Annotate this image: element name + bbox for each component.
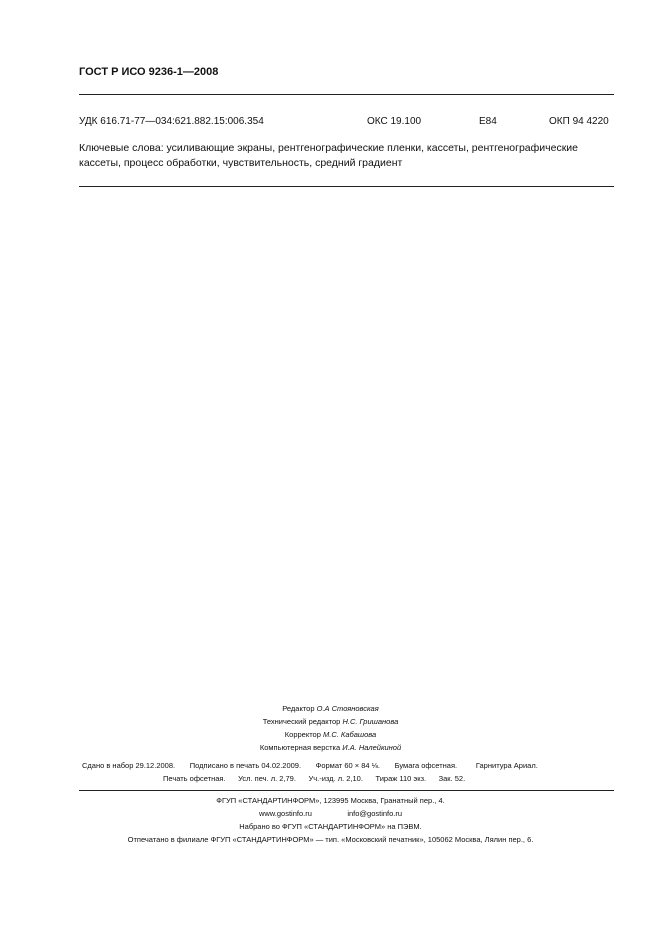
divider-top [79,94,614,95]
tech-editor-line [0,715,661,728]
e-code: Е84 [479,116,497,127]
tech-editor-label: Технический редактор [262,717,341,726]
print-info-line1 [82,761,538,770]
print-method: Печать офсетная. [163,774,226,783]
udk-code: УДК 616.71-77—034:621.882.15:006.354 [79,116,264,127]
print-signed: Подписано в печать 04.02.2009. [189,761,302,770]
corrector-label: Корректор [284,730,321,739]
print-format: Формат 60 × 84 ⅛. [315,761,381,770]
publisher-address: ФГУП «СТАНДАРТИНФОРМ», 123995 Москва, Гранатный пер., 4. [216,796,445,805]
print-font: Гарнитура Ариал. [475,761,538,770]
publisher-email: info@gostinfo.ru [347,809,403,818]
credits-block [0,702,661,754]
corrector-name: М.С. Кабашова [323,730,377,739]
editor-line [0,702,661,715]
corrector-line [0,728,661,741]
print-conv-sheets: Усл. печ. л. 2,79. [238,774,296,783]
publisher-contacts [0,807,661,820]
okp-code: ОКП 94 4220 [549,116,609,127]
layout-label: Компьютерная верстка [259,743,341,752]
publisher-typeset: Набрано во ФГУП «СТАНДАРТИНФОРМ» на ПЭВМ. [239,822,422,831]
divider-keywords [79,186,614,187]
keywords: Ключевые слова: усиливающие экраны, рентгенографические пленки, кассеты, рентгенографические кассеты, процесс обработки, чувствительность, средний градиент [79,142,579,169]
publisher-block [0,794,661,846]
oks-code: ОКС 19.100 [367,116,422,127]
print-run: Тираж 110 экз. [375,774,427,783]
divider-bottom [79,790,614,791]
print-paper: Бумага офсетная. [394,761,458,770]
print-pub-sheets: Уч.-изд. л. 2,10. [308,774,363,783]
standard-title: ГОСТ Р ИСО 9236-1—2008 [79,66,219,78]
editor-name: О.А Стояновская [316,704,379,713]
print-info-line2 [163,774,465,783]
editor-label: Редактор [282,704,315,713]
tech-editor-name: Н.С. Гришанова [342,717,399,726]
print-submitted: Сдано в набор 29.12.2008. [82,761,176,770]
layout-line [0,741,661,754]
layout-name: И.А. Налейкиной [342,743,402,752]
publisher-website: www.gostinfo.ru [258,809,312,818]
print-order: Зак. 52. [438,774,466,783]
publisher-printed: Отпечатано в филиале ФГУП «СТАНДАРТИНФОРМ» — тип. «Московский печатник», 105062 Москва, Лялин пер., 6. [127,835,534,844]
